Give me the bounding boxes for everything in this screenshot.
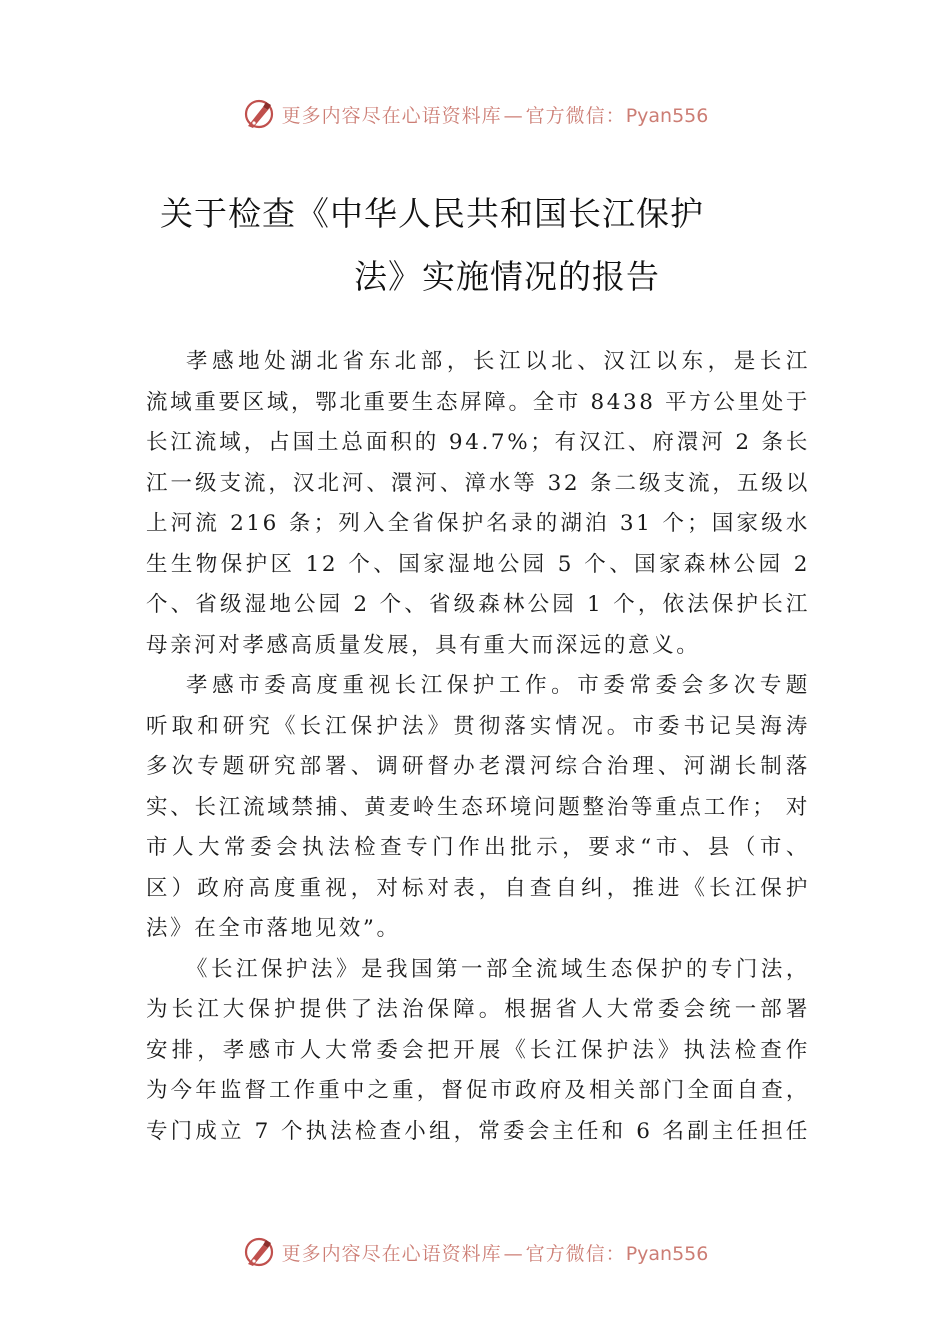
- body-line: 安排，孝感市人大常委会把开展《长江保护法》执法检查作: [146, 1037, 810, 1063]
- watermark-text: [282, 101, 709, 128]
- watermark-prefix: 更多内容尽在心语资料库: [281, 1242, 502, 1265]
- document-title-line-2: 法》实施情况的报告: [354, 257, 660, 296]
- watermark-prefix: 更多内容尽在心语资料库: [281, 104, 502, 127]
- body-line: 区）政府高度重视，对标对表，自查自纠，推进《长江保护: [146, 875, 810, 901]
- watermark-id: Pyan556: [625, 1242, 709, 1265]
- watermark-dash: —: [503, 1242, 524, 1265]
- body-line: 长江流域，占国土总面积的 94.7%；有汉江、府澴河 2 条长: [146, 430, 810, 455]
- watermark-suffix: 官方微信：: [525, 1242, 626, 1265]
- body-line: 为长江大保护提供了法治保障。根据省人大常委会统一部署: [146, 997, 810, 1022]
- body-line: 专门成立 7 个执法检查小组，常委会主任和 6 名副主任担任: [146, 1118, 810, 1144]
- body-line: 听取和研究《长江保护法》贯彻落实情况。市委书记吴海涛: [146, 713, 810, 739]
- body-line: 个、省级湿地公园 2 个、省级森林公园 1 个，依法保护长江: [146, 592, 810, 617]
- document-body: [146, 342, 810, 1152]
- footer-watermark: [0, 1232, 950, 1272]
- watermark-dash: —: [503, 104, 524, 127]
- body-line: 孝感市委高度重视长江保护工作。市委常委会多次专题: [186, 673, 810, 698]
- body-line: 市人大常委会执法检查专门作出批示，要求“市、县（市、: [146, 835, 810, 860]
- watermark-text: [282, 1239, 709, 1266]
- body-line: 多次专题研究部署、调研督办老澴河综合治理、河湖长制落: [146, 754, 810, 779]
- body-line: 为今年监督工作重中之重，督促市政府及相关部门全面自查，: [146, 1078, 810, 1103]
- body-line: 孝感地处湖北省东北部，长江以北、汉江以东，是长江: [186, 349, 810, 374]
- body-line: 流域重要区域，鄂北重要生态屏障。全市 8438 平方公里处于: [146, 389, 810, 415]
- body-line: 母亲河对孝感高质量发展，具有重大而深远的意义。: [146, 632, 701, 658]
- header-watermark: [0, 94, 950, 134]
- pen-logo-icon: [242, 1235, 276, 1269]
- body-line: 实、长江流域禁捕、黄麦岭生态环境问题整治等重点工作； 对: [146, 794, 810, 820]
- watermark-id: Pyan556: [625, 104, 709, 127]
- watermark-suffix: 官方微信：: [525, 104, 626, 127]
- pen-logo-icon: [242, 97, 276, 131]
- body-line: 法》在全市落地见效”。: [146, 916, 401, 941]
- document-title-line-1: 关于检查《中华人民共和国长江保护: [160, 194, 704, 233]
- body-line: 《长江保护法》是我国第一部全流域生态保护的专门法，: [186, 956, 810, 982]
- body-line: 生生物保护区 12 个、国家湿地公园 5 个、国家森林公园 2: [146, 551, 810, 577]
- body-line: 上河流 216 条；列入全省保护名录的湖泊 31 个；国家级水: [146, 511, 810, 536]
- body-line: 江一级支流，汉北河、澴河、漳水等 32 条二级支流，五级以: [146, 470, 810, 496]
